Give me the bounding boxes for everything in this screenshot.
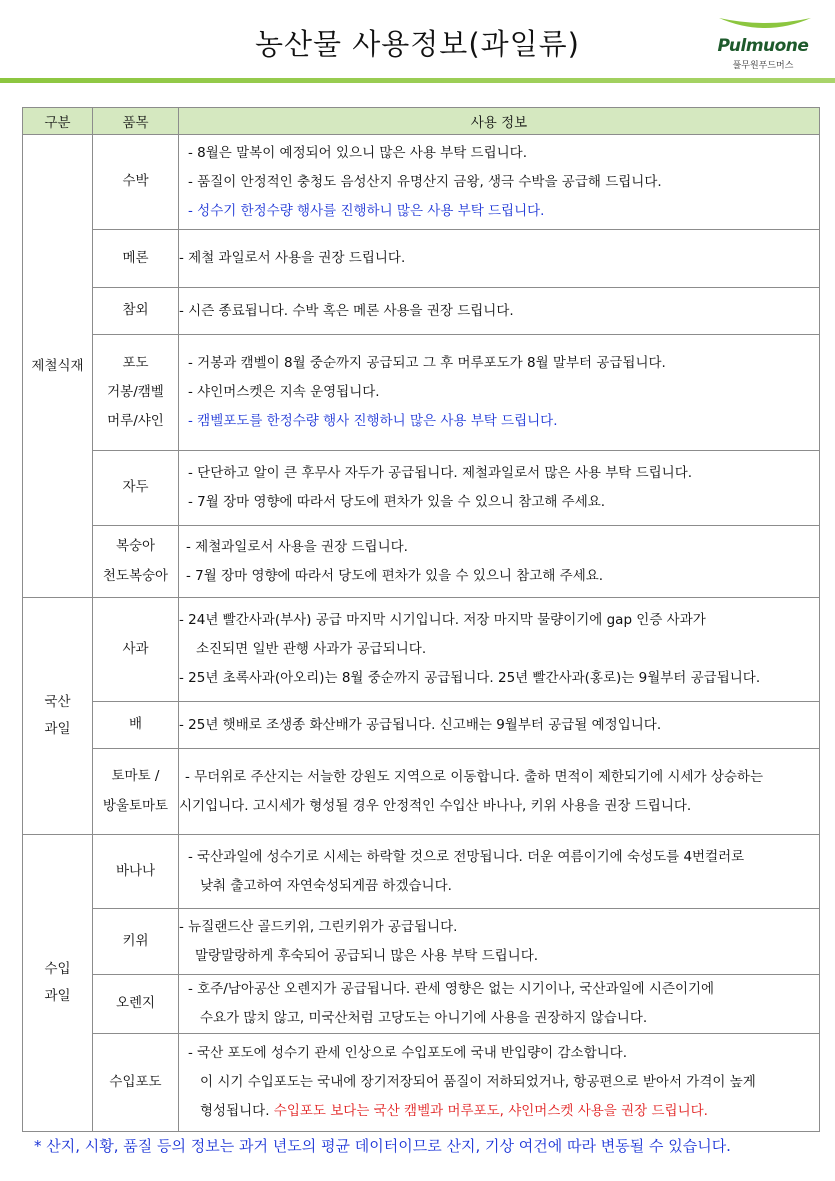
- item-cell: [93, 975, 179, 1034]
- header-item: 품목: [93, 108, 179, 135]
- table-row: [23, 835, 820, 909]
- info-line: - 시즌 종료됩니다. 수박 혹은 메론 사용을 권장 드립니다.: [179, 302, 514, 319]
- table-row: [23, 288, 820, 335]
- header-info: 사용 정보: [179, 108, 820, 135]
- item-label: 포도: [122, 354, 149, 371]
- table-row: [23, 230, 820, 288]
- info-cell: [179, 749, 820, 835]
- item-label: 사과: [122, 640, 149, 657]
- item-cell: [93, 835, 179, 909]
- item-cell: [93, 230, 179, 288]
- item-label: 참외: [122, 302, 149, 319]
- table-row: [23, 702, 820, 749]
- info-line: - 7월 장마 영향에 따라서 당도에 편차가 있을 수 있으니 참고해 주세요.: [186, 567, 604, 584]
- header-category: 구분: [23, 108, 93, 135]
- info-line: - 호주/남아공산 오렌지가 공급됩니다. 관세 영향은 없는 시기이나, 국산과일에 시즌이기에: [188, 981, 715, 997]
- header-divider: [0, 78, 835, 83]
- category-label: 과일: [44, 988, 71, 1004]
- category-label: 제철식재: [31, 357, 84, 374]
- table-row: [23, 975, 820, 1034]
- table-row: [23, 135, 820, 230]
- info-cell: [179, 526, 820, 598]
- info-cell: [179, 451, 820, 526]
- item-cell: [93, 135, 179, 230]
- info-cell: [179, 288, 820, 335]
- info-line: - 8월은 말복이 예정되어 있으니 많은 사용 부탁 드립니다.: [188, 144, 527, 161]
- info-cell: [179, 230, 820, 288]
- item-cell: [93, 451, 179, 526]
- item-cell: [93, 702, 179, 749]
- item-label: 배: [128, 716, 143, 733]
- page-title: 농산물 사용정보(과일류): [255, 27, 580, 61]
- category-label: 과일: [44, 721, 71, 737]
- item-label: 복숭아: [115, 538, 156, 555]
- table-row: [23, 451, 820, 526]
- info-line: - 25년 초록사과(아오리)는 8월 중순까지 공급됩니다. 25년 빨간사과(홍로)는 9월부터 공급됩니다.: [179, 670, 761, 686]
- item-cell: [93, 909, 179, 975]
- info-line: - 거봉과 캠벨이 8월 중순까지 공급되고 그 후 머루포도가 8월 말부터 공급됩니다.: [188, 355, 666, 371]
- swoosh-icon: [717, 14, 813, 36]
- info-line: - 무더위로 주산지는 서늘한 강원도 지역으로 이동합니다. 출하 면적이 제한되기에 시세가 상승하는: [185, 768, 764, 785]
- info-line: [188, 1097, 819, 1126]
- fruit-info-table: [22, 107, 820, 1132]
- info-line: 낮춰 출고하여 자연숙성되게끔 하겠습니다.: [200, 877, 452, 894]
- table-row: [23, 335, 820, 451]
- item-label: 거봉/캠벨: [107, 383, 164, 400]
- table-row: [23, 749, 820, 835]
- logo-subtitle: 풀무원푸드머스: [732, 61, 794, 71]
- item-cell: [93, 335, 179, 451]
- info-line: - 뉴질랜드산 골드키위, 그린키위가 공급됩니다.: [179, 918, 458, 935]
- info-cell: [179, 598, 820, 702]
- info-cell: [179, 135, 820, 230]
- info-line: - 샤인머스켓은 지속 운영됩니다.: [188, 384, 380, 400]
- info-line: 말랑말랑하게 후숙되어 공급되니 많은 사용 부탁 드립니다.: [195, 947, 539, 964]
- item-label: 오렌지: [115, 995, 156, 1012]
- info-line-highlight: - 캠벨포도를 한정수량 행사 진행하니 많은 사용 부탁 드립니다.: [188, 413, 558, 429]
- category-cell: [23, 135, 93, 598]
- item-cell: [93, 598, 179, 702]
- info-line: - 제철 과일로서 사용을 권장 드립니다.: [179, 250, 406, 266]
- table-row: [23, 526, 820, 598]
- item-label: 메론: [122, 249, 149, 266]
- info-line: - 7월 장마 영향에 따라서 당도에 편차가 있을 수 있으니 참고해 주세요.: [188, 494, 606, 510]
- info-line: - 품질이 안정적인 충청도 음성산지 유명산지 금왕, 생극 수박을 공급해 드립니다.: [188, 173, 662, 190]
- info-cell: [179, 702, 820, 749]
- category-cell: [23, 598, 93, 835]
- info-line: - 24년 빨간사과(부사) 공급 마지막 시기입니다. 저장 마지막 물량이기에 gap 인증 사과가: [179, 612, 706, 628]
- item-label: 수박: [122, 173, 149, 190]
- info-cell: [179, 1034, 820, 1132]
- item-label: 키위: [122, 932, 149, 949]
- table-row: [23, 598, 820, 702]
- info-cell: [179, 909, 820, 975]
- item-cell: [93, 749, 179, 835]
- item-label: 자두: [122, 479, 149, 496]
- info-cell: [179, 835, 820, 909]
- table-row: [23, 1034, 820, 1132]
- item-cell: [93, 526, 179, 598]
- info-cell: [179, 975, 820, 1034]
- info-line: - 제철과일로서 사용을 권장 드립니다.: [186, 538, 408, 555]
- item-label: 바나나: [115, 862, 156, 879]
- table-row: [23, 909, 820, 975]
- info-line: 시기입니다. 고시세가 형성될 경우 안정적인 수입산 바나나, 키위 사용을 권장 드립니다.: [179, 797, 692, 814]
- logo-name: Pulmuone: [717, 36, 809, 56]
- item-cell: [93, 1034, 179, 1132]
- info-line: - 단단하고 알이 큰 후무사 자두가 공급됩니다. 제철과일로서 많은 사용 부탁 드립니다.: [188, 465, 693, 481]
- item-label: 방울토마토: [102, 797, 169, 814]
- category-label: 국산: [44, 694, 71, 710]
- item-label: 머루/샤인: [107, 413, 164, 429]
- item-cell: [93, 288, 179, 335]
- info-line-part: 형성됩니다.: [200, 1103, 274, 1119]
- info-line: 수요가 많치 않고, 미국산처럼 고당도는 아니기에 사용을 권장하지 않습니다.: [200, 1010, 648, 1026]
- item-label: 수입포도: [109, 1073, 162, 1090]
- info-line: - 국산과일에 성수기로 시세는 하락할 것으로 전망됩니다. 더운 여름이기에 숙성도를 4번컬러로: [188, 848, 745, 865]
- info-line-highlight: - 성수기 한정수량 행사를 진행하니 많은 사용 부탁 드립니다.: [188, 202, 545, 219]
- category-label: 수입: [44, 961, 71, 977]
- info-cell: [179, 335, 820, 451]
- info-line-highlight: 수입포도 보다는 국산 캠벨과 머루포도, 샤인머스켓 사용을 권장 드립니다.: [273, 1103, 708, 1119]
- item-label: 천도복숭아: [102, 567, 169, 584]
- info-line: - 25년 햇배로 조생종 화산배가 공급됩니다. 신고배는 9월부터 공급될 예정입니다.: [179, 716, 662, 733]
- item-label: 토마토 /: [111, 768, 160, 785]
- pulmuone-logo: [713, 14, 813, 74]
- info-line: - 국산 포도에 성수기 관세 인상으로 수입포도에 국내 반입량이 감소합니다.: [188, 1045, 628, 1061]
- category-cell: [23, 835, 93, 1132]
- info-line: 소진되면 일반 관행 사과가 공급되니다.: [196, 641, 427, 657]
- info-line: 이 시기 수입포도는 국내에 장기저장되어 품질이 저하되었거나, 항공편으로 받아서 가격이 높게: [200, 1074, 756, 1090]
- table-header-row: [23, 108, 820, 135]
- footnote: * 산지, 시황, 품질 등의 정보는 과거 년도의 평균 데이터이므로 산지, 기상 여건에 따라 변동될 수 있습니다.: [34, 1137, 731, 1155]
